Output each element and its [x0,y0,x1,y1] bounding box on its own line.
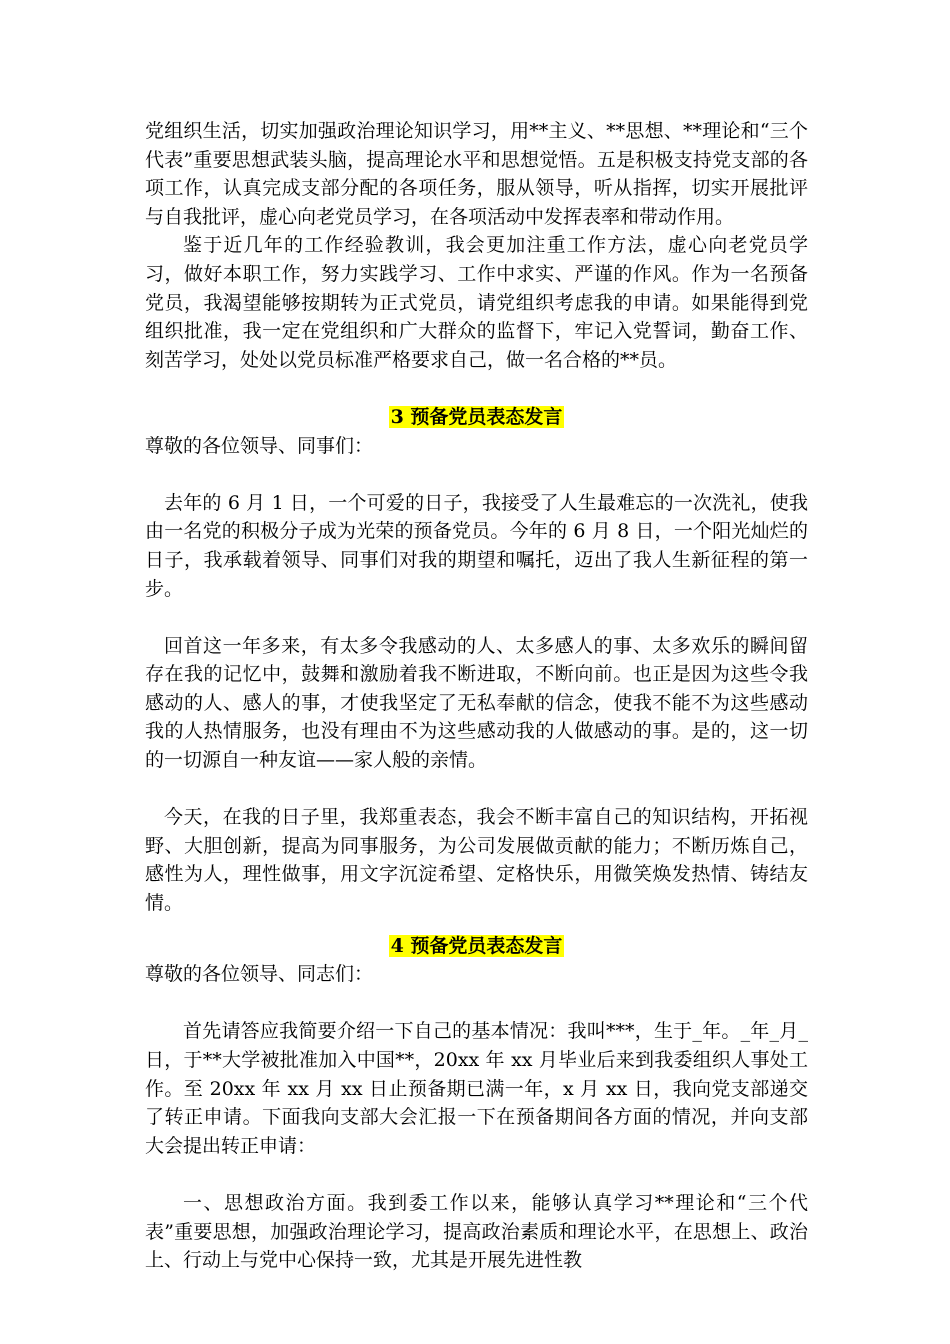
section-3-salutation: 尊敬的各位领导、同事们： [145,434,374,457]
section-3-heading [145,403,808,432]
section-4-paragraph-1: 首先请答应我简要介绍一下自己的基本情况：我叫***，生于_年。_年_月_日，于**大学被批准加入中国**，20xx 年 xx 月毕业后来到我委组织人事处工作。至 20xx 年 xx 月 xx 日止预备期已满一年，x 月 xx 日，我向党支部递交了转正申请。下面我向支部大会汇报一下在预备期间各方面的情况，并向支部大会提出转正申请： [145,1020,808,1157]
section-4-paragraph-2: 一、思想政治方面。我到委工作以来，能够认真学习**理论和“三个代表”重要思想，加强政治理论学习，提高政治素质和理论水平，在思想上、政治上、行动上与党中心保持一致，尤其是开展先进性教 [145,1191,808,1272]
section-3-paragraph-1: 去年的 6 月 1 日，一个可爱的日子，我接受了人生最难忘的一次洗礼，使我由一名党的积极分子成为光荣的预备党员。今年的 6 月 8 日，一个阳光灿烂的日子，我承载着领导、同事们对我的期望和嘱托，迈出了我人生新征程的第一步。 [145,491,808,600]
section-3-paragraph-2: 回首这一年多来，有太多令我感动的人、太多感人的事、太多欢乐的瞬间留存在我的记忆中，鼓舞和激励着我不断进取，不断向前。也正是因为这些令我感动的人、感人的事，才使我坚定了无私奉献的信念，使我不能不为这些感动我的人热情服务，也没有理由不为这些感动我的人做感动的事。是的，这一切的一切源自一种友谊——家人般的亲情。 [145,634,808,772]
spacer [145,460,808,489]
continuation-paragraph-2: 鉴于近几年的工作经验教训，我会更加注重工作方法，虚心向老党员学习，做好本职工作，努力实践学习、工作中求实、严谨的作风。作为一名预备党员，我渴望能够按期转为正式党员，请党组织考虑我的申请。如果能得到党组织批准，我一定在党组织和广大群众的监督下，牢记入党誓词，勤奋工作、刻苦学习，处处以党员标准严格要求自己，做一名合格的**员。 [145,234,808,371]
continuation-paragraph-1: 党组织生活，切实加强政治理论知识学习，用**主义、**思想、**理论和“三个代表”重要思想武装头脑，提高理论水平和思想觉悟。五是积极支持党支部的各项工作，认真完成支部分配的各项任务，服从领导，听从指挥，切实开展批评与自我批评，虚心向老党员学习，在各项活动中发挥表率和带动作用。 [145,120,808,228]
spacer [145,989,808,1018]
section-4-salutation: 尊敬的各位领导、同志们： [145,963,374,986]
spacer [145,1160,808,1189]
spacer [145,374,808,403]
section-4-heading [145,932,808,961]
document-body [145,117,808,1275]
section-4-heading-text: 4 预备党员表态发言 [390,934,563,957]
spacer [145,918,808,932]
spacer [145,603,808,632]
spacer [145,775,808,804]
section-3-paragraph-3: 今天，在我的日子里，我郑重表态，我会不断丰富自己的知识结构，开拓视野、大胆创新，提高为同事服务，为公司发展做贡献的能力；不断历炼自己，感性为人，理性做事，用文字沉淀希望、定格快乐，用微笑焕发热情、铸结友情。 [145,806,808,915]
section-3-heading-text: 3 预备党员表态发言 [390,405,563,428]
